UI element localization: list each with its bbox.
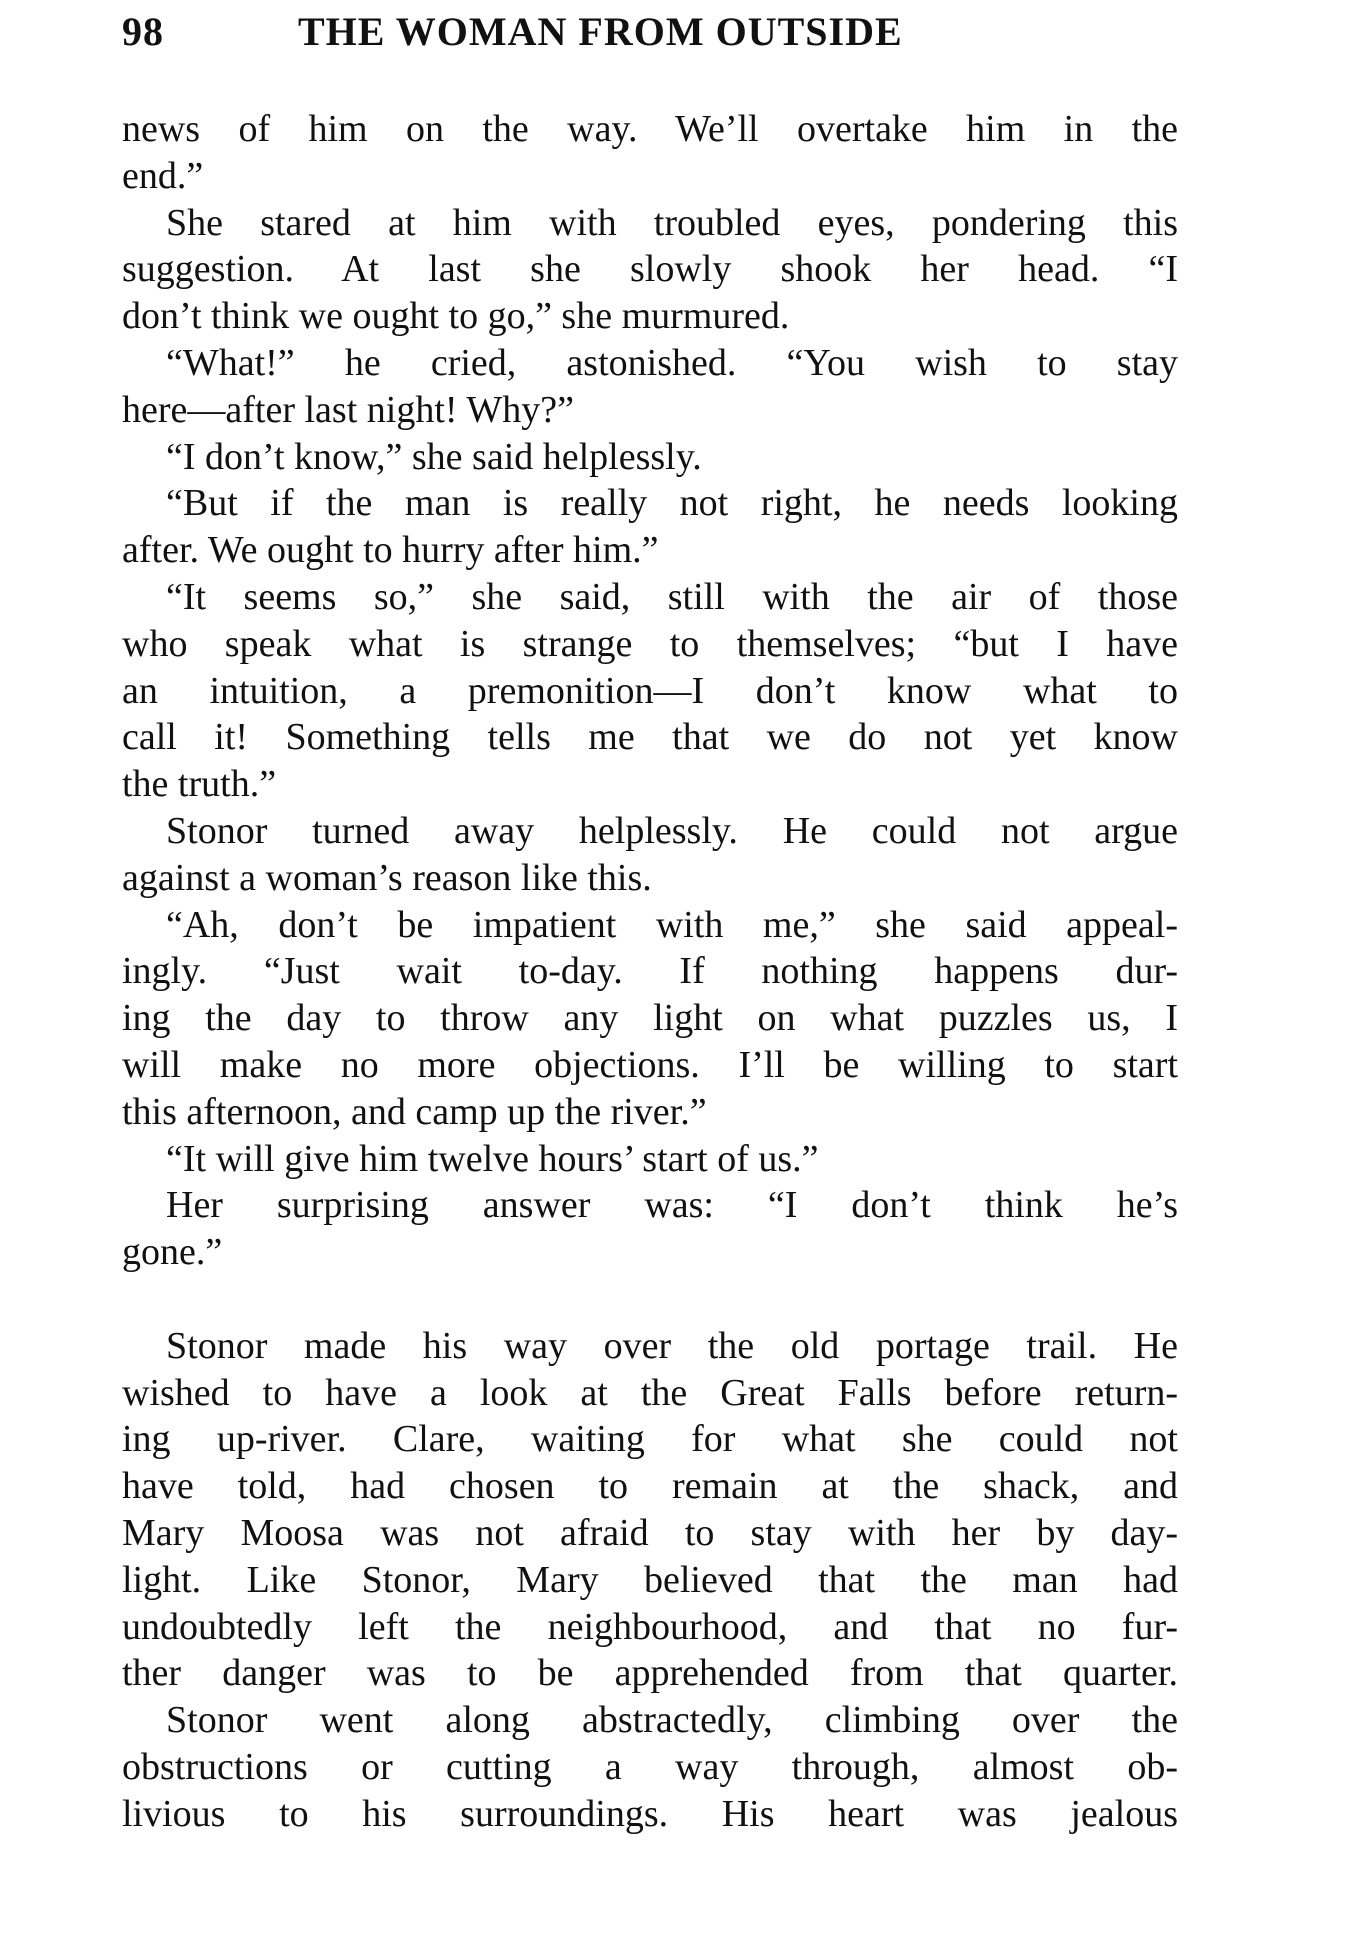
text-line: “Ah, don’t be impatient with me,” she said appeal- — [166, 903, 1178, 946]
text-line: “It seems so,” she said, still with the air of those — [166, 575, 1178, 618]
text-line: Stonor went along abstractedly, climbing over the — [166, 1699, 1178, 1742]
text-line: Mary Moosa was not afraid to stay with her by day- — [122, 1511, 1178, 1554]
text-line: here—after last night! Why?” — [122, 388, 574, 431]
text-line: “It will give him twelve hours’ start of us.” — [166, 1137, 819, 1180]
text-line: suggestion. At last she slowly shook her head. “I — [122, 248, 1178, 291]
text-line: ing up-river. Clare, waiting for what she could not — [122, 1418, 1178, 1461]
text-line: wished to have a look at the Great Falls before return- — [122, 1371, 1178, 1414]
text-line: don’t think we ought to go,” she murmured. — [122, 295, 790, 338]
text-line: will make no more objections. I’ll be willing to start — [122, 1043, 1178, 1086]
text-line: undoubtedly left the neighbourhood, and that no fur- — [122, 1605, 1178, 1648]
text-line: call it! Something tells me that we do not yet know — [122, 716, 1178, 759]
text-line: Stonor made his way over the old portage trail. He — [166, 1324, 1178, 1367]
text-line: livious to his surroundings. His heart was jealous — [122, 1792, 1178, 1835]
text-line: the truth.” — [122, 763, 277, 806]
text-line: “What!” he cried, astonished. “You wish to stay — [166, 341, 1178, 384]
running-head — [122, 8, 1182, 58]
text-line: obstructions or cutting a way through, almost ob- — [122, 1745, 1178, 1788]
text-line: Her surprising answer was: “I don’t think he’s — [166, 1184, 1178, 1227]
text-line: ther danger was to be apprehended from that quarter. — [122, 1652, 1178, 1695]
section-break — [122, 1276, 1178, 1323]
text-line: end.” — [122, 154, 204, 197]
text-line: “But if the man is really not right, he needs looking — [166, 482, 1178, 525]
text-line: this afternoon, and camp up the river.” — [122, 1090, 707, 1133]
page-number: 98 — [122, 9, 164, 54]
book-title: THE WOMAN FROM OUTSIDE — [298, 9, 903, 54]
text-line: Stonor turned away helplessly. He could not argue — [166, 809, 1178, 852]
text-line: light. Like Stonor, Mary believed that the man had — [122, 1558, 1178, 1601]
text-line: an intuition, a premonition—I don’t know what to — [122, 669, 1178, 712]
text-line: after. We ought to hurry after him.” — [122, 529, 659, 572]
text-line: “I don’t know,” she said helplessly. — [166, 435, 702, 478]
text-line: who speak what is strange to themselves; “but I have — [122, 622, 1178, 665]
body-text — [122, 106, 1178, 1837]
text-line: have told, had chosen to remain at the shack, and — [122, 1465, 1178, 1508]
text-line: against a woman’s reason like this. — [122, 856, 652, 899]
text-line: ing the day to throw any light on what puzzles us, I — [122, 997, 1178, 1040]
text-line: gone.” — [122, 1231, 223, 1274]
text-line: news of him on the way. We’ll overtake him in the — [122, 108, 1178, 150]
text-line: ingly. “Just wait to-day. If nothing happens dur- — [122, 950, 1178, 993]
text-line: She stared at him with troubled eyes, pondering this — [166, 201, 1178, 244]
